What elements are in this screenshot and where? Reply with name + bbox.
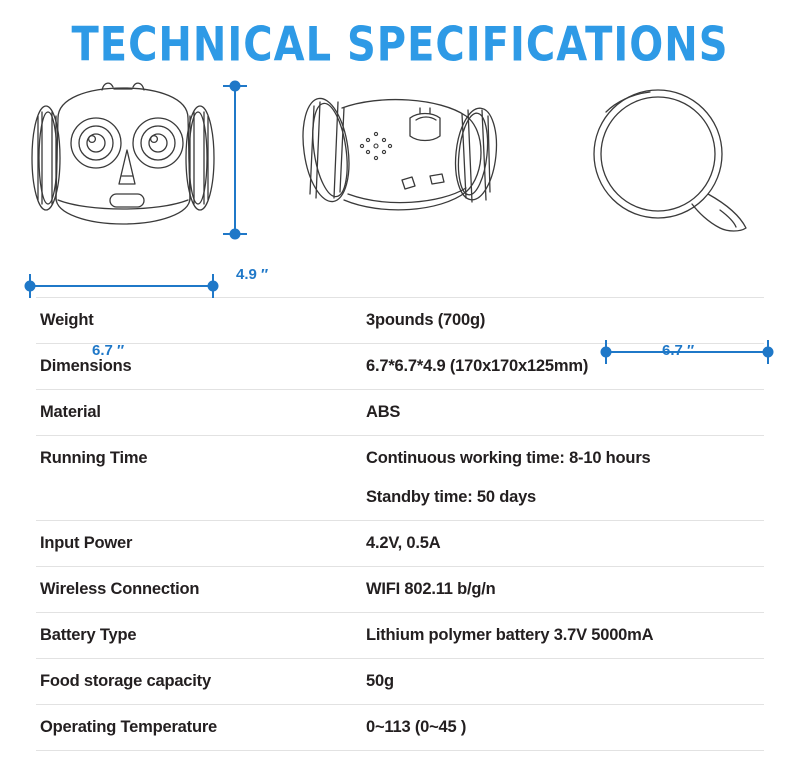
side-view-illustration [290,82,520,267]
table-row [36,521,764,567]
spec-value: ABS [366,403,401,421]
spec-value: 6.7*6.7*4.9 (170x170x125mm) [366,357,589,375]
table-row [36,613,764,659]
spec-value: 3pounds (700g) [366,311,486,329]
spec-value: Lithium polymer battery 3.7V 5000mA [366,626,654,644]
spec-label: Input Power [40,534,133,552]
spec-value [360,436,764,521]
table-row [36,705,764,751]
table-row [36,659,764,705]
table-row [36,567,764,613]
top-view-illustration [580,82,780,262]
spec-label: Weight [40,311,94,329]
page-title: TECHNICAL SPECIFICATIONS [71,17,729,73]
table-row [36,390,764,436]
spec-value: WIFI 802.11 b/g/n [366,580,496,598]
spec-label: Material [40,403,101,421]
spec-label: Dimensions [40,357,132,375]
front-view-height-dimension-line [210,76,260,276]
spec-value: 0~113 (0~45 ) [366,718,467,736]
spec-label: Battery Type [40,626,137,644]
spec-label: Food storage capacity [40,672,211,690]
spec-value: 4.2V, 0.5A [366,534,441,552]
table-row [36,436,764,521]
top-view-width-label: 6.7 ″ [662,342,695,359]
front-view-height-label: 4.9 ″ [236,266,269,283]
spec-value-line1: Continuous working time: 8-10 hours [366,449,651,467]
spec-label: Wireless Connection [40,580,200,598]
spec-label: Operating Temperature [40,718,218,736]
spec-value-line2: Standby time: 50 days [366,488,537,506]
spec-label: Running Time [40,449,148,467]
spec-value: 50g [366,672,394,690]
front-view-width-label: 6.7 ″ [92,342,125,359]
top-view-width-dimension-line [596,330,796,370]
page-title-container [0,0,800,73]
